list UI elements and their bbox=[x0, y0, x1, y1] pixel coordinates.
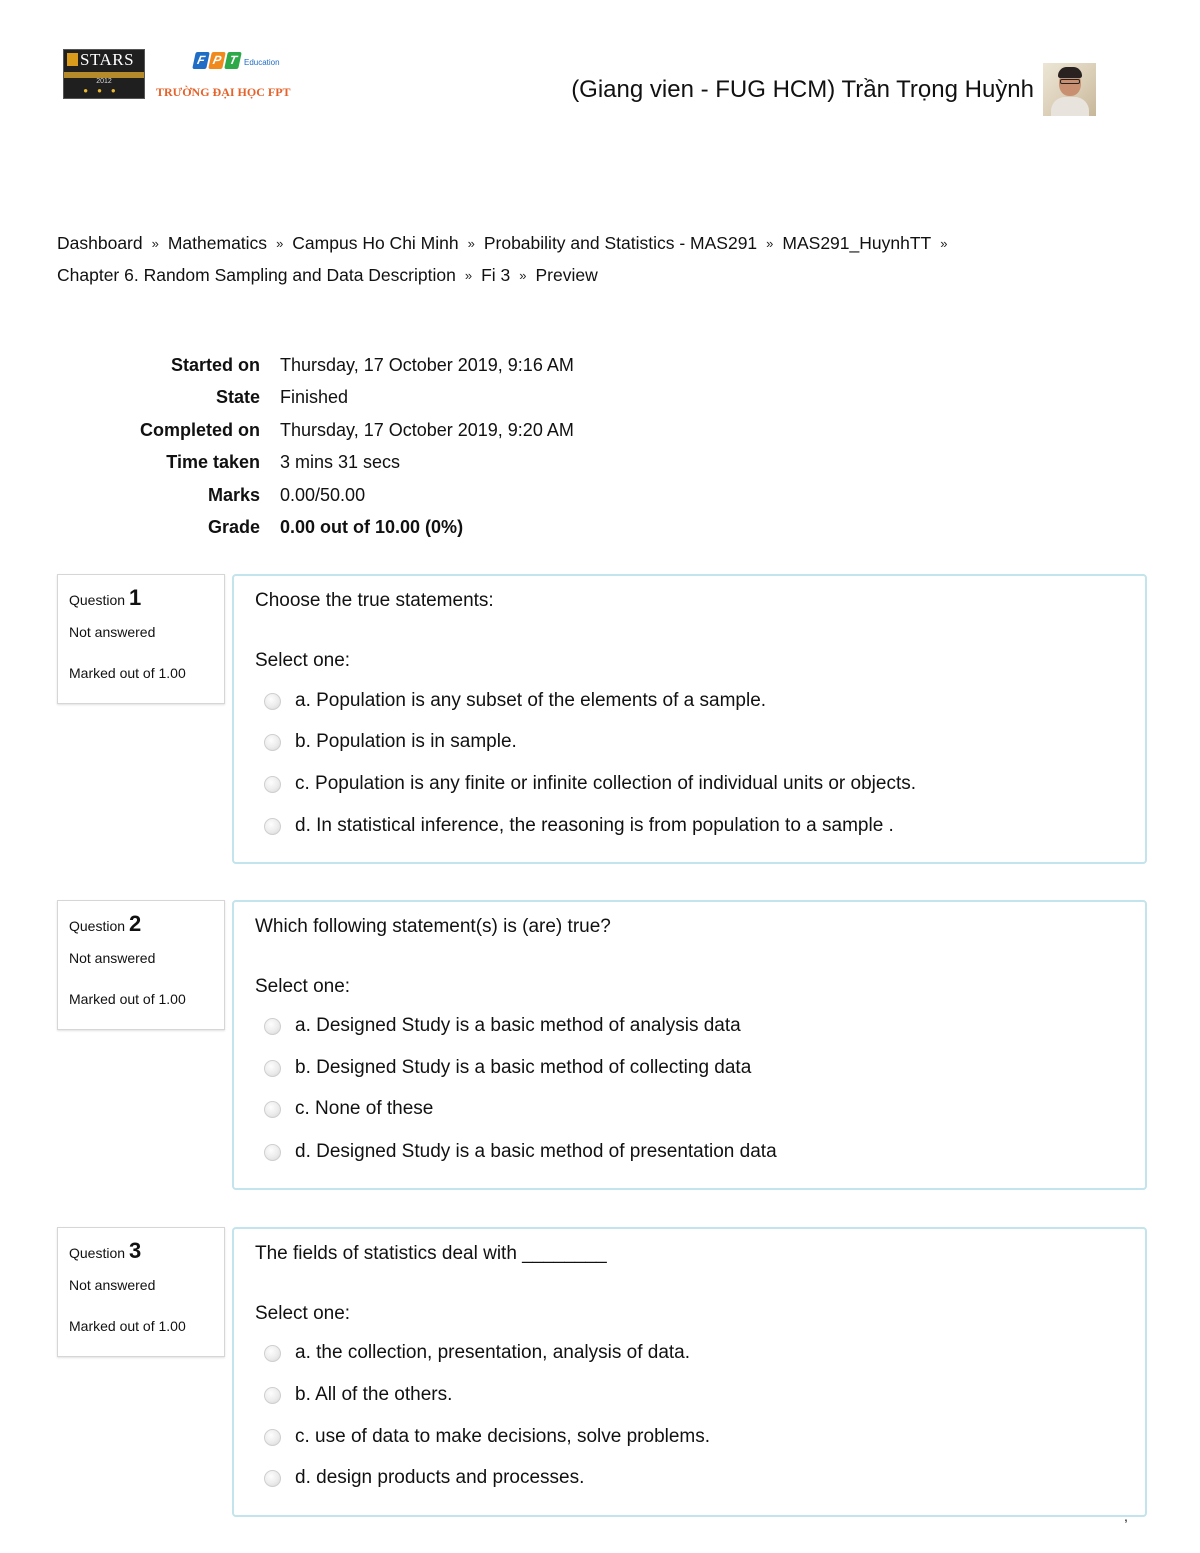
radio-button[interactable] bbox=[264, 1101, 281, 1118]
fpt-logo bbox=[194, 52, 240, 69]
stars-rating-logo bbox=[63, 49, 145, 99]
fpt-university-name: TRƯỜNG ĐẠI HỌC FPT bbox=[156, 85, 291, 99]
answer-option-label: d. In statistical inference, the reasoning is from population to a sample . bbox=[295, 815, 894, 836]
answer-option-label: d. Designed Study is a basic method of presentation data bbox=[295, 1141, 777, 1162]
breadcrumb-separator-icon: » bbox=[151, 236, 159, 251]
summary-row-marks bbox=[140, 479, 574, 512]
summary-label: Started on bbox=[170, 354, 260, 375]
answer-option-label: a. Designed Study is a basic method of analysis data bbox=[295, 1015, 741, 1036]
question-marks: Marked out of 1.00 bbox=[69, 665, 186, 681]
answer-option-d[interactable] bbox=[264, 1464, 584, 1492]
answer-option-c[interactable] bbox=[264, 770, 916, 798]
breadcrumb-quiz[interactable]: Fi 3 bbox=[481, 265, 511, 285]
breadcrumb-mathematics[interactable]: Mathematics bbox=[167, 233, 268, 253]
question-label: Question bbox=[69, 1245, 126, 1261]
summary-label: State bbox=[215, 387, 260, 408]
user-name[interactable]: (Giang vien - FUG HCM) Trần Trọng Huỳnh bbox=[571, 76, 1034, 103]
summary-row-time-taken bbox=[140, 447, 574, 480]
select-one-label: Select one: bbox=[255, 1303, 351, 1324]
radio-button[interactable] bbox=[264, 1470, 281, 1487]
question-text: Which following statement(s) is (are) true? bbox=[255, 916, 611, 937]
breadcrumb-separator-icon: » bbox=[766, 236, 774, 251]
radio-button[interactable] bbox=[264, 1018, 281, 1035]
fpt-letter-p: P bbox=[208, 52, 226, 69]
summary-value: 3 mins 31 secs bbox=[280, 452, 401, 473]
question-number: 3 bbox=[129, 1238, 142, 1263]
stars-logo-text: STARS bbox=[80, 50, 135, 69]
summary-row-state bbox=[140, 382, 574, 415]
radio-button[interactable] bbox=[264, 1144, 281, 1161]
summary-label: Time taken bbox=[166, 452, 260, 473]
answer-option-label: b. All of the others. bbox=[295, 1384, 453, 1405]
answer-option-c[interactable] bbox=[264, 1423, 710, 1451]
summary-row-grade bbox=[140, 512, 574, 545]
breadcrumb-separator-icon: » bbox=[467, 236, 475, 251]
question-info-1 bbox=[57, 574, 225, 704]
question-content-2 bbox=[232, 900, 1147, 1190]
answer-option-c[interactable] bbox=[264, 1095, 433, 1123]
answer-option-d[interactable] bbox=[264, 812, 894, 840]
question-status: Not answered bbox=[69, 1277, 156, 1293]
breadcrumb-separator-icon: » bbox=[276, 236, 284, 251]
question-status: Not answered bbox=[69, 624, 156, 640]
answer-option-label: c. None of these bbox=[295, 1098, 434, 1119]
breadcrumb-separator-icon: » bbox=[519, 268, 527, 283]
summary-label: Grade bbox=[207, 517, 260, 538]
summary-value: 0.00/50.00 bbox=[280, 484, 366, 505]
answer-option-label: a. the collection, presentation, analysis of data. bbox=[295, 1342, 691, 1363]
answer-option-a[interactable] bbox=[264, 1339, 690, 1367]
answer-option-label: c. Population is any finite or infinite collection of individual units or objects. bbox=[295, 773, 917, 794]
question-content-1 bbox=[232, 574, 1147, 864]
question-marks: Marked out of 1.00 bbox=[69, 1318, 186, 1334]
attempt-summary-table bbox=[140, 349, 574, 544]
fpt-education-text: Education bbox=[244, 58, 280, 67]
radio-button[interactable] bbox=[264, 734, 281, 751]
question-number-line bbox=[69, 1236, 224, 1266]
question-label: Question bbox=[69, 918, 126, 934]
question-text: Choose the true statements: bbox=[255, 590, 494, 611]
question-number: 2 bbox=[129, 911, 142, 936]
question-status: Not answered bbox=[69, 950, 156, 966]
answer-option-b[interactable] bbox=[264, 1054, 751, 1082]
fpt-letter-f: F bbox=[192, 52, 210, 69]
question-marks: Marked out of 1.00 bbox=[69, 991, 186, 1007]
radio-button[interactable] bbox=[264, 1387, 281, 1404]
user-avatar[interactable] bbox=[1043, 63, 1096, 116]
radio-button[interactable] bbox=[264, 1345, 281, 1362]
summary-value: Thursday, 17 October 2019, 9:16 AM bbox=[280, 354, 574, 375]
avatar-hair bbox=[1058, 67, 1082, 78]
question-text: The fields of statistics deal with ________ bbox=[255, 1243, 607, 1264]
breadcrumb bbox=[57, 228, 1147, 292]
summary-value: Thursday, 17 October 2019, 9:20 AM bbox=[280, 419, 574, 440]
radio-button[interactable] bbox=[264, 818, 281, 835]
stars-logo-year: 2012 bbox=[96, 78, 112, 85]
breadcrumb-course-group[interactable]: MAS291_HuynhTT bbox=[782, 233, 932, 253]
radio-button[interactable] bbox=[264, 1429, 281, 1446]
answer-option-label: b. Designed Study is a basic method of collecting data bbox=[295, 1057, 752, 1078]
summary-value: 0.00 out of 10.00 (0%) bbox=[280, 517, 464, 538]
breadcrumb-course[interactable]: Probability and Statistics - MAS291 bbox=[483, 233, 758, 253]
answer-option-label: b. Population is in sample. bbox=[295, 731, 517, 752]
stars-emblem-icon bbox=[67, 53, 78, 66]
answer-option-d[interactable] bbox=[264, 1138, 777, 1166]
select-one-label: Select one: bbox=[255, 976, 351, 997]
answer-option-b[interactable] bbox=[264, 728, 517, 756]
answer-option-label: c. use of data to make decisions, solve problems. bbox=[295, 1426, 711, 1447]
summary-label: Completed on bbox=[140, 419, 260, 440]
breadcrumb-campus[interactable]: Campus Ho Chi Minh bbox=[292, 233, 459, 253]
breadcrumb-preview[interactable]: Preview bbox=[535, 265, 598, 285]
question-number-line bbox=[69, 583, 224, 613]
stars-dots-icon: ●●● bbox=[83, 86, 125, 95]
fpt-letter-t: T bbox=[224, 52, 242, 69]
breadcrumb-dashboard[interactable]: Dashboard bbox=[57, 233, 143, 253]
summary-row-completed bbox=[140, 414, 574, 447]
summary-row-started bbox=[140, 349, 574, 382]
breadcrumb-chapter[interactable]: Chapter 6. Random Sampling and Data Description bbox=[57, 265, 456, 285]
radio-button[interactable] bbox=[264, 693, 281, 710]
answer-option-a[interactable] bbox=[264, 1012, 741, 1040]
breadcrumb-separator-icon: » bbox=[940, 236, 948, 251]
page-mark: , bbox=[1124, 1508, 1128, 1524]
avatar-glasses bbox=[1060, 79, 1080, 84]
question-number: 1 bbox=[129, 585, 142, 610]
answer-option-b[interactable] bbox=[264, 1381, 452, 1409]
answer-option-label: d. design products and processes. bbox=[295, 1467, 585, 1488]
question-info-2 bbox=[57, 900, 225, 1030]
fpt-university-logo[interactable] bbox=[150, 52, 330, 102]
question-info-3 bbox=[57, 1227, 225, 1357]
radio-button[interactable] bbox=[264, 776, 281, 793]
summary-label: Marks bbox=[207, 484, 260, 505]
question-content-3 bbox=[232, 1227, 1147, 1517]
radio-button[interactable] bbox=[264, 1060, 281, 1077]
question-label: Question bbox=[69, 592, 126, 608]
summary-value: Finished bbox=[280, 387, 349, 408]
answer-option-label: a. Population is any subset of the elements of a sample. bbox=[295, 690, 767, 711]
select-one-label: Select one: bbox=[255, 650, 351, 671]
avatar-shirt bbox=[1051, 97, 1089, 116]
breadcrumb-separator-icon: » bbox=[464, 268, 473, 283]
answer-option-a[interactable] bbox=[264, 687, 766, 715]
question-number-line bbox=[69, 909, 224, 939]
